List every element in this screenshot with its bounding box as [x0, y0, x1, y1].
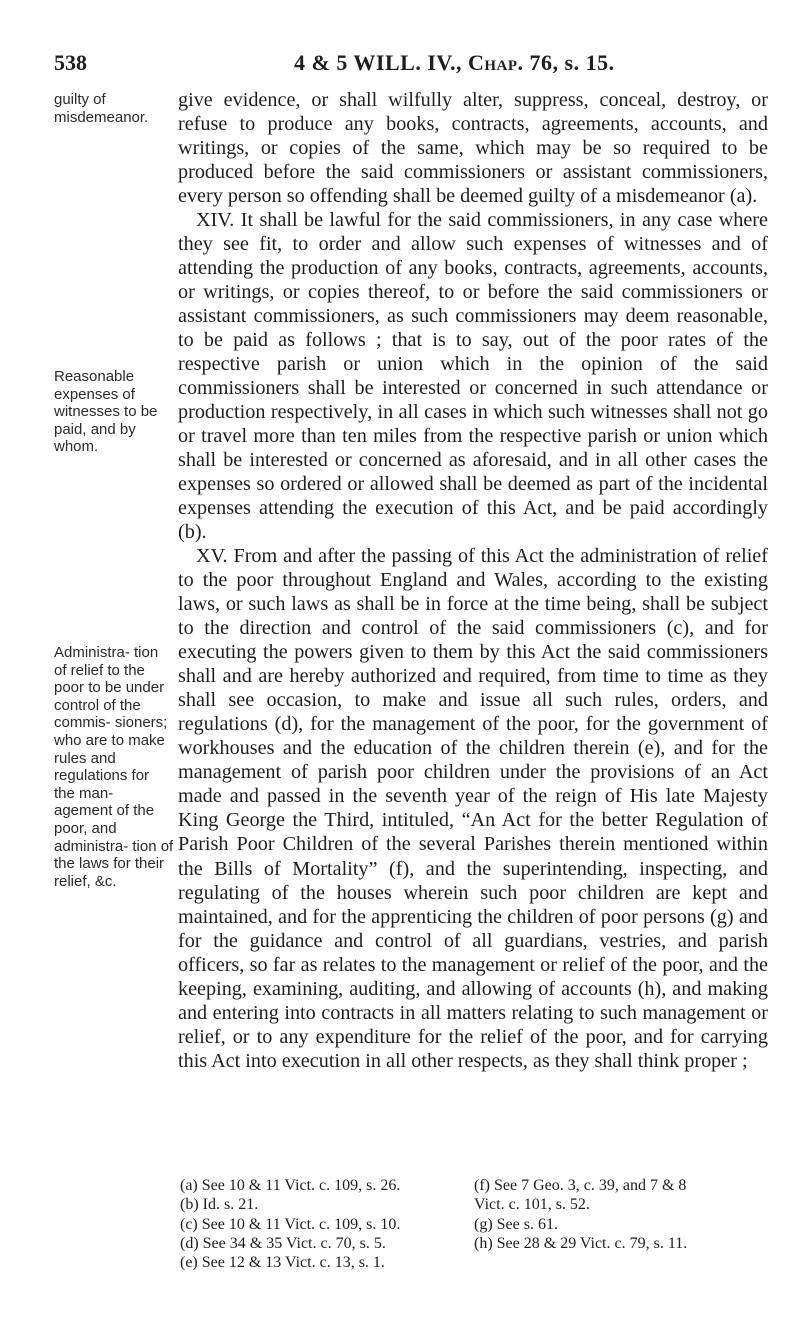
footnote-e: (e) See 12 & 13 Vict. c. 13, s. 1.: [180, 1254, 385, 1272]
footnote-f: (f) See 7 Geo. 3, c. 39, and 7 & 8: [474, 1177, 687, 1194]
footnote-row: [180, 1215, 770, 1234]
footnote-c: (c) See 10 & 11 Vict. c. 109, s. 10.: [180, 1215, 401, 1233]
running-head-suffix: 76, s. 15.: [523, 50, 615, 75]
paragraph-continuation: give evidence, or shall wilfully alter, suppress, conceal, destroy, or refuse to produce any books, contracts, agreements, accounts, and writings, or copies of the same, which may be so required to be produced before the said commissioners or assistant commissioners, every person so offending shall be deemed guilty of a misdemeanor (a).: [178, 89, 768, 208]
footnote-row: [180, 1234, 770, 1253]
page-number: 538: [54, 50, 87, 75]
footnote-row: [180, 1195, 770, 1214]
footnote-d: (d) See 34 & 35 Vict. c. 70, s. 5.: [180, 1234, 386, 1252]
sidenote-witness-expenses: Reasonable expenses of witnesses to be paid, and by whom.: [54, 368, 158, 456]
body-text: [178, 88, 768, 1073]
footnote-row: [180, 1253, 770, 1272]
footnote-h: (h) See 28 & 29 Vict. c. 79, s. 11.: [474, 1234, 688, 1252]
footnote-b: (b) Id. s. 21.: [180, 1196, 259, 1214]
paragraph-section-xiv: XIV. It shall be lawful for the said commissioners, in any case where they see fit, to order and allow such expenses of witnesses and of attending the production of any books, contracts, agreements, accounts, or writings, or copies thereof, to or before the said commissioners or assistant commissioners, as such commissioners may deem reasonable, to be paid as follows ; that is to say, out of the poor rates of the respective parish or union which in the opinion of the said commissioners shall be interested or concerned in such attendance or production respectively, in all cases in which such witnesses shall not go or travel more than ten miles from the respective parish or union which shall be interested or concerned as aforesaid, and in all other cases the expenses so ordered or allowed shall be deemed as part of the incidental expenses attending the execution of this Act, and be paid accordingly (b).: [178, 209, 768, 544]
page-header: [54, 50, 766, 82]
running-head: [294, 50, 615, 76]
footnote-f-continued: Vict. c. 101, s. 52.: [474, 1196, 590, 1214]
footnote-g: (g) See s. 61.: [474, 1215, 558, 1233]
sidenote-administration-of-relief: Administra- tion of relief to the poor to be under control of the commis- sioners; who are to make rules and regulations for the man- agement of the poor, and administra- tion of the laws for their relief, &c.: [54, 644, 174, 890]
footnotes: [180, 1176, 770, 1272]
sidenote-misdemeanor: guilty of misdemeanor.: [54, 91, 149, 126]
footnote-a: (a) See 10 & 11 Vict. c. 109, s. 26.: [180, 1177, 401, 1194]
paragraph-section-xv: XV. From and after the passing of this Act the administration of relief to the poor throughout England and Wales, according to the existing laws, or such laws as shall be in force at the time being, shall be subject to the direction and control of the said commissioners (c), and for executing the powers given to them by this Act the said commissioners shall and are hereby authorized and required, from time to time as they shall see occasion, to make and issue all such rules, orders, and regulations (d), for the management of the poor, for the government of workhouses and the education of the children therein (e), and for the management of parish poor children under the provisions of an Act made and passed in the seventh year of the reign of His late Majesty King George the Third, intituled, “An Act for the better Regulation of Parish Poor Children of the several Parishes therein mentioned within the Bills of Mortality” (f), and the superintending, inspecting, and regulating of the houses wherein such poor children are kept and maintained, and for the apprenticing the children of poor persons (g) and for the guidance and control of all guardians, vestries, and parish officers, so far as relates to the management or relief of the poor, and the keeping, examining, auditing, and allowing of accounts (h), and making and entering into contracts in all matters relating to such management or relief, or to any expenditure for the relief of the poor, and for carrying this Act into execution in all other respects, as they shall think proper ;: [178, 545, 768, 1072]
running-head-prefix: 4 & 5 WILL. IV.,: [294, 50, 468, 75]
footnote-row: [180, 1176, 770, 1195]
running-head-chap: Chap.: [467, 50, 524, 75]
